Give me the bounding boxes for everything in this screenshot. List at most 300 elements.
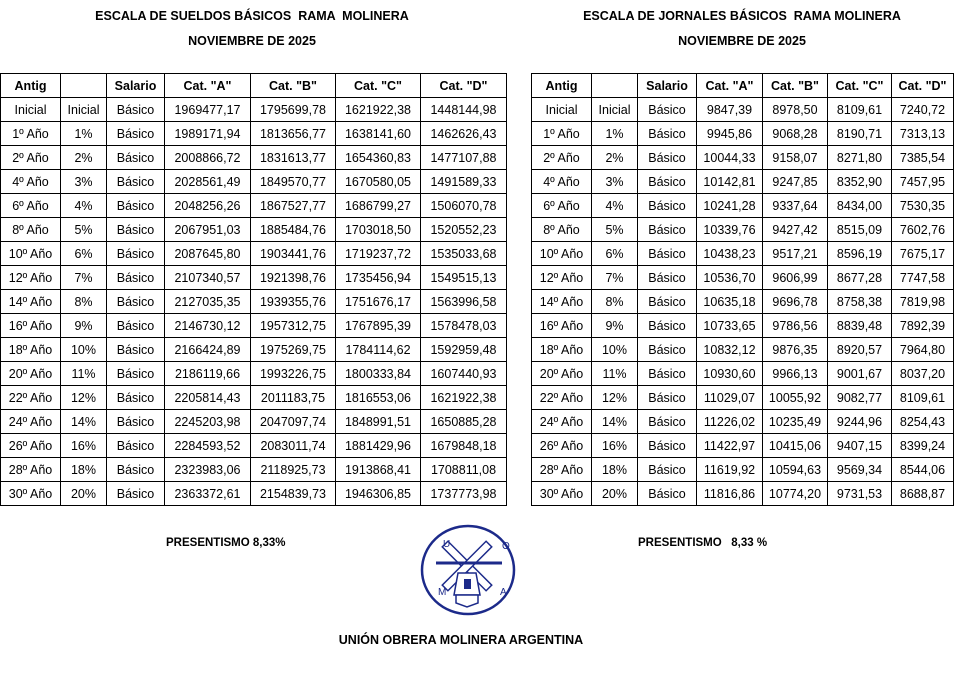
table-cell: Básico xyxy=(638,122,697,146)
table-cell: 2011183,75 xyxy=(251,386,336,410)
table-row xyxy=(1,338,507,362)
table-cell: 9569,34 xyxy=(828,458,892,482)
table-row xyxy=(1,146,507,170)
table-row xyxy=(1,122,507,146)
table-cell: 2166424,89 xyxy=(165,338,251,362)
table-cell: 9427,42 xyxy=(763,218,828,242)
column-header: Cat. "C" xyxy=(336,74,421,98)
table-cell: 1686799,27 xyxy=(336,194,421,218)
table-cell: 8677,28 xyxy=(828,266,892,290)
table-cell: 1º Año xyxy=(532,122,592,146)
table-cell: 2363372,61 xyxy=(165,482,251,506)
table-cell: 8920,57 xyxy=(828,338,892,362)
column-header xyxy=(61,74,107,98)
table-cell: 1848991,51 xyxy=(336,410,421,434)
table-row xyxy=(532,338,954,362)
table-cell: 8434,00 xyxy=(828,194,892,218)
table-cell: 22º Año xyxy=(1,386,61,410)
table-cell: Básico xyxy=(638,434,697,458)
table-cell: 7747,58 xyxy=(892,266,954,290)
table-cell: 24º Año xyxy=(1,410,61,434)
table-cell: 7964,80 xyxy=(892,338,954,362)
table-cell: Básico xyxy=(107,434,165,458)
table-cell: 10241,28 xyxy=(697,194,763,218)
table-cell: 9001,67 xyxy=(828,362,892,386)
table-row xyxy=(1,218,507,242)
table-cell: 4% xyxy=(61,194,107,218)
table-cell: 1654360,83 xyxy=(336,146,421,170)
column-header: Cat. "A" xyxy=(697,74,763,98)
table-cell: 1º Año xyxy=(1,122,61,146)
table-row xyxy=(532,122,954,146)
table-row xyxy=(1,386,507,410)
table-cell: 8544,06 xyxy=(892,458,954,482)
table-cell: 8839,48 xyxy=(828,314,892,338)
table-cell: 8109,61 xyxy=(892,386,954,410)
table-cell: 11422,97 xyxy=(697,434,763,458)
table-cell: 1670580,05 xyxy=(336,170,421,194)
column-header xyxy=(592,74,638,98)
table-cell: 14º Año xyxy=(532,290,592,314)
table-cell: Básico xyxy=(107,314,165,338)
table-cell: 1506070,78 xyxy=(421,194,507,218)
table-cell: 9247,85 xyxy=(763,170,828,194)
right-presentismo: PRESENTISMO 8,33 % xyxy=(638,537,768,549)
table-row xyxy=(532,146,954,170)
table-cell: 10536,70 xyxy=(697,266,763,290)
table-cell: 2% xyxy=(592,146,638,170)
table-row xyxy=(1,458,507,482)
table-cell: Básico xyxy=(107,98,165,122)
table-cell: 11816,86 xyxy=(697,482,763,506)
table-cell: 11226,02 xyxy=(697,410,763,434)
table-cell: 9847,39 xyxy=(697,98,763,122)
table-row xyxy=(1,434,507,458)
table-cell: 10415,06 xyxy=(763,434,828,458)
table-cell: 2008866,72 xyxy=(165,146,251,170)
table-cell: 7313,13 xyxy=(892,122,954,146)
table-cell: 5% xyxy=(61,218,107,242)
table-cell: 8515,09 xyxy=(828,218,892,242)
table-cell: Básico xyxy=(107,362,165,386)
table-cell: 2245203,98 xyxy=(165,410,251,434)
sueldos-table xyxy=(0,73,507,506)
table-cell: 9158,07 xyxy=(763,146,828,170)
table-row xyxy=(1,410,507,434)
table-cell: 14% xyxy=(61,410,107,434)
table-cell: 2087645,80 xyxy=(165,242,251,266)
table-cell: Básico xyxy=(107,170,165,194)
table-cell: 7385,54 xyxy=(892,146,954,170)
table-cell: 30º Año xyxy=(532,482,592,506)
table-cell: 18º Año xyxy=(532,338,592,362)
table-row xyxy=(532,242,954,266)
table-cell: 11029,07 xyxy=(697,386,763,410)
left-title: ESCALA DE SUELDOS BÁSICOS RAMA MOLINERA xyxy=(95,9,409,23)
table-cell: Básico xyxy=(638,386,697,410)
table-cell: Básico xyxy=(107,290,165,314)
table-row xyxy=(1,482,507,506)
table-cell: 30º Año xyxy=(1,482,61,506)
table-cell: 2107340,57 xyxy=(165,266,251,290)
table-cell: 26º Año xyxy=(532,434,592,458)
table-cell: 1957312,75 xyxy=(251,314,336,338)
table-cell: Básico xyxy=(107,242,165,266)
table-cell: 1563996,58 xyxy=(421,290,507,314)
table-cell: 7892,39 xyxy=(892,314,954,338)
table-cell: 2186119,66 xyxy=(165,362,251,386)
table-cell: 16% xyxy=(592,434,638,458)
table-cell: 8978,50 xyxy=(763,98,828,122)
table-cell: 7240,72 xyxy=(892,98,954,122)
table-cell: 1767895,39 xyxy=(336,314,421,338)
table-cell: 2154839,73 xyxy=(251,482,336,506)
table-cell: 10% xyxy=(592,338,638,362)
table-cell: 1881429,96 xyxy=(336,434,421,458)
table-cell: 10733,65 xyxy=(697,314,763,338)
table-cell: Básico xyxy=(638,170,697,194)
table-cell: 10339,76 xyxy=(697,218,763,242)
table-cell: 14º Año xyxy=(1,290,61,314)
jornales-table xyxy=(531,73,954,506)
table-cell: 10055,92 xyxy=(763,386,828,410)
table-row xyxy=(532,170,954,194)
table-cell: 11% xyxy=(61,362,107,386)
table-cell: 1816553,06 xyxy=(336,386,421,410)
table-cell: 9082,77 xyxy=(828,386,892,410)
table-cell: 6% xyxy=(61,242,107,266)
table-cell: 2º Año xyxy=(532,146,592,170)
table-cell: 10% xyxy=(61,338,107,362)
table-cell: 8% xyxy=(592,290,638,314)
table-cell: 24º Año xyxy=(532,410,592,434)
column-header: Salario xyxy=(107,74,165,98)
table-cell: Inicial xyxy=(592,98,638,122)
table-cell: 1491589,33 xyxy=(421,170,507,194)
table-cell: 18º Año xyxy=(1,338,61,362)
table-cell: 9407,15 xyxy=(828,434,892,458)
table-cell: Básico xyxy=(107,410,165,434)
table-cell: 1638141,60 xyxy=(336,122,421,146)
table-cell: 1751676,17 xyxy=(336,290,421,314)
table-cell: Básico xyxy=(638,242,697,266)
table-cell: Básico xyxy=(638,218,697,242)
table-cell: 8596,19 xyxy=(828,242,892,266)
table-cell: 1867527,77 xyxy=(251,194,336,218)
table-cell: 1% xyxy=(592,122,638,146)
table-cell: 2067951,03 xyxy=(165,218,251,242)
table-cell: 1703018,50 xyxy=(336,218,421,242)
table-cell: Inicial xyxy=(1,98,61,122)
table-cell: 2083011,74 xyxy=(251,434,336,458)
table-cell: 16º Año xyxy=(532,314,592,338)
table-cell: 4º Año xyxy=(1,170,61,194)
table-row xyxy=(532,194,954,218)
table-cell: 11619,92 xyxy=(697,458,763,482)
table-cell: 1679848,18 xyxy=(421,434,507,458)
table-cell: 7% xyxy=(592,266,638,290)
table-cell: Básico xyxy=(107,146,165,170)
header-row xyxy=(1,74,507,98)
table-cell: 1621922,38 xyxy=(421,386,507,410)
table-cell: 8º Año xyxy=(1,218,61,242)
table-cell: 1989171,94 xyxy=(165,122,251,146)
left-presentismo: PRESENTISMO 8,33% xyxy=(166,537,286,549)
table-cell: 1813656,77 xyxy=(251,122,336,146)
table-cell: 4% xyxy=(592,194,638,218)
table-cell: Básico xyxy=(638,482,697,506)
table-cell: 8758,38 xyxy=(828,290,892,314)
column-header: Cat. "A" xyxy=(165,74,251,98)
column-header: Cat. "B" xyxy=(763,74,828,98)
column-header: Cat. "C" xyxy=(828,74,892,98)
table-cell: Básico xyxy=(107,338,165,362)
table-cell: 9% xyxy=(61,314,107,338)
table-cell: 1607440,93 xyxy=(421,362,507,386)
column-header: Cat. "D" xyxy=(421,74,507,98)
table-cell: 10235,49 xyxy=(763,410,828,434)
table-cell: 9731,53 xyxy=(828,482,892,506)
table-row xyxy=(1,266,507,290)
table-cell: 10142,81 xyxy=(697,170,763,194)
table-cell: 28º Año xyxy=(1,458,61,482)
table-cell: 2118925,73 xyxy=(251,458,336,482)
table-cell: 9517,21 xyxy=(763,242,828,266)
footer-org-name: UNIÓN OBRERA MOLINERA ARGENTINA xyxy=(338,633,584,647)
table-cell: 2284593,52 xyxy=(165,434,251,458)
table-cell: 7675,17 xyxy=(892,242,954,266)
table-cell: 1592959,48 xyxy=(421,338,507,362)
table-cell: 7% xyxy=(61,266,107,290)
table-cell: 2146730,12 xyxy=(165,314,251,338)
table-cell: Básico xyxy=(638,194,697,218)
table-row xyxy=(532,458,954,482)
header-row xyxy=(532,74,954,98)
table-cell: Básico xyxy=(638,410,697,434)
table-cell: 1784114,62 xyxy=(336,338,421,362)
table-cell: 10044,33 xyxy=(697,146,763,170)
table-cell: 7457,95 xyxy=(892,170,954,194)
table-row xyxy=(1,194,507,218)
table-cell: 10594,63 xyxy=(763,458,828,482)
table-cell: Básico xyxy=(638,338,697,362)
table-cell: 1969477,17 xyxy=(165,98,251,122)
column-header: Cat. "B" xyxy=(251,74,336,98)
table-cell: 9606,99 xyxy=(763,266,828,290)
table-row xyxy=(1,290,507,314)
table-row xyxy=(532,410,954,434)
table-row xyxy=(1,242,507,266)
table-cell: 2028561,49 xyxy=(165,170,251,194)
table-cell: 10635,18 xyxy=(697,290,763,314)
table-cell: 6º Año xyxy=(1,194,61,218)
table-cell: 1735456,94 xyxy=(336,266,421,290)
table-cell: 2º Año xyxy=(1,146,61,170)
table-cell: Básico xyxy=(638,98,697,122)
table-cell: 9696,78 xyxy=(763,290,828,314)
table-cell: 26º Año xyxy=(1,434,61,458)
table-cell: Básico xyxy=(638,146,697,170)
table-cell: 6% xyxy=(592,242,638,266)
table-cell: 8254,43 xyxy=(892,410,954,434)
table-cell: 10832,12 xyxy=(697,338,763,362)
table-cell: 2127035,35 xyxy=(165,290,251,314)
table-row xyxy=(532,218,954,242)
table-row xyxy=(532,362,954,386)
table-cell: 20% xyxy=(592,482,638,506)
table-row xyxy=(532,314,954,338)
table-cell: 1800333,84 xyxy=(336,362,421,386)
table-cell: 9% xyxy=(592,314,638,338)
table-row xyxy=(1,314,507,338)
table-cell: 18% xyxy=(592,458,638,482)
table-cell: 7602,76 xyxy=(892,218,954,242)
table-cell: 7819,98 xyxy=(892,290,954,314)
table-cell: Básico xyxy=(107,218,165,242)
table-cell: 20% xyxy=(61,482,107,506)
table-cell: 10º Año xyxy=(1,242,61,266)
table-cell: 1921398,76 xyxy=(251,266,336,290)
table-cell: 20º Año xyxy=(1,362,61,386)
table-cell: 9337,64 xyxy=(763,194,828,218)
table-cell: 1477107,88 xyxy=(421,146,507,170)
table-cell: 1621922,38 xyxy=(336,98,421,122)
table-row xyxy=(532,290,954,314)
table-cell: 12% xyxy=(61,386,107,410)
table-cell: 1903441,76 xyxy=(251,242,336,266)
table-cell: 10º Año xyxy=(532,242,592,266)
table-cell: Básico xyxy=(638,290,697,314)
table-cell: 1462626,43 xyxy=(421,122,507,146)
table-cell: Básico xyxy=(638,362,697,386)
table-cell: 8037,20 xyxy=(892,362,954,386)
table-cell: 22º Año xyxy=(532,386,592,410)
table-cell: 1993226,75 xyxy=(251,362,336,386)
table-cell: 9945,86 xyxy=(697,122,763,146)
table-cell: Básico xyxy=(107,458,165,482)
table-cell: 12º Año xyxy=(532,266,592,290)
table-cell: Inicial xyxy=(61,98,107,122)
column-header: Salario xyxy=(638,74,697,98)
table-cell: 28º Año xyxy=(532,458,592,482)
table-cell: 9966,13 xyxy=(763,362,828,386)
table-cell: Básico xyxy=(638,314,697,338)
table-cell: 3% xyxy=(61,170,107,194)
table-cell: Básico xyxy=(638,458,697,482)
table-cell: 12% xyxy=(592,386,638,410)
table-cell: 1913868,41 xyxy=(336,458,421,482)
table-cell: 1708811,08 xyxy=(421,458,507,482)
table-row xyxy=(532,98,954,122)
table-cell: 2% xyxy=(61,146,107,170)
table-cell: 7530,35 xyxy=(892,194,954,218)
right-subtitle: NOVIEMBRE DE 2025 xyxy=(678,34,806,48)
table-cell: 8109,61 xyxy=(828,98,892,122)
table-cell: 4º Año xyxy=(532,170,592,194)
table-cell: 1% xyxy=(61,122,107,146)
table-cell: 1535033,68 xyxy=(421,242,507,266)
table-row xyxy=(532,482,954,506)
column-header: Cat. "D" xyxy=(892,74,954,98)
table-cell: 1650885,28 xyxy=(421,410,507,434)
table-cell: 1939355,76 xyxy=(251,290,336,314)
left-subtitle: NOVIEMBRE DE 2025 xyxy=(188,34,316,48)
table-cell: 8% xyxy=(61,290,107,314)
right-title: ESCALA DE JORNALES BÁSICOS RAMA MOLINERA xyxy=(583,9,901,23)
table-row xyxy=(532,434,954,458)
table-cell: 6º Año xyxy=(532,194,592,218)
table-cell: 1946306,85 xyxy=(336,482,421,506)
table-cell: 9244,96 xyxy=(828,410,892,434)
table-cell: 8190,71 xyxy=(828,122,892,146)
table-cell: 2047097,74 xyxy=(251,410,336,434)
table-cell: 16% xyxy=(61,434,107,458)
column-header: Antig xyxy=(532,74,592,98)
table-cell: 1719237,72 xyxy=(336,242,421,266)
logo-letter: U xyxy=(443,539,451,550)
table-cell: 9786,56 xyxy=(763,314,828,338)
logo-letter: A xyxy=(500,587,507,598)
table-cell: Inicial xyxy=(532,98,592,122)
table-cell: 1520552,23 xyxy=(421,218,507,242)
table-cell: 18% xyxy=(61,458,107,482)
table-cell: Básico xyxy=(107,122,165,146)
table-cell: 1849570,77 xyxy=(251,170,336,194)
table-cell: 20º Año xyxy=(532,362,592,386)
table-cell: 11% xyxy=(592,362,638,386)
table-cell: 1831613,77 xyxy=(251,146,336,170)
table-cell: 8688,87 xyxy=(892,482,954,506)
table-row xyxy=(1,98,507,122)
table-cell: Básico xyxy=(638,266,697,290)
table-cell: 1549515,13 xyxy=(421,266,507,290)
table-cell: Básico xyxy=(107,482,165,506)
table-cell: 1795699,78 xyxy=(251,98,336,122)
table-cell: 1885484,76 xyxy=(251,218,336,242)
table-cell: 1737773,98 xyxy=(421,482,507,506)
table-cell: 8399,24 xyxy=(892,434,954,458)
table-cell: 14% xyxy=(592,410,638,434)
logo-letter: O xyxy=(502,541,510,552)
table-cell: 16º Año xyxy=(1,314,61,338)
table-cell: Básico xyxy=(107,386,165,410)
uoma-logo xyxy=(418,523,518,619)
table-cell: 2323983,06 xyxy=(165,458,251,482)
table-cell: 8271,80 xyxy=(828,146,892,170)
table-cell: 2048256,26 xyxy=(165,194,251,218)
table-cell: 12º Año xyxy=(1,266,61,290)
table-row xyxy=(532,266,954,290)
table-row xyxy=(532,386,954,410)
table-cell: Básico xyxy=(107,194,165,218)
table-cell: 5% xyxy=(592,218,638,242)
logo-letter: M xyxy=(438,587,447,598)
table-cell: 10438,23 xyxy=(697,242,763,266)
table-cell: 1448144,98 xyxy=(421,98,507,122)
table-row xyxy=(1,170,507,194)
table-cell: 9068,28 xyxy=(763,122,828,146)
table-cell: 10774,20 xyxy=(763,482,828,506)
table-cell: 9876,35 xyxy=(763,338,828,362)
table-cell: 10930,60 xyxy=(697,362,763,386)
table-cell: 3% xyxy=(592,170,638,194)
table-cell: 8º Año xyxy=(532,218,592,242)
table-row xyxy=(1,362,507,386)
table-cell: Básico xyxy=(107,266,165,290)
column-header: Antig xyxy=(1,74,61,98)
table-cell: 2205814,43 xyxy=(165,386,251,410)
table-cell: 8352,90 xyxy=(828,170,892,194)
